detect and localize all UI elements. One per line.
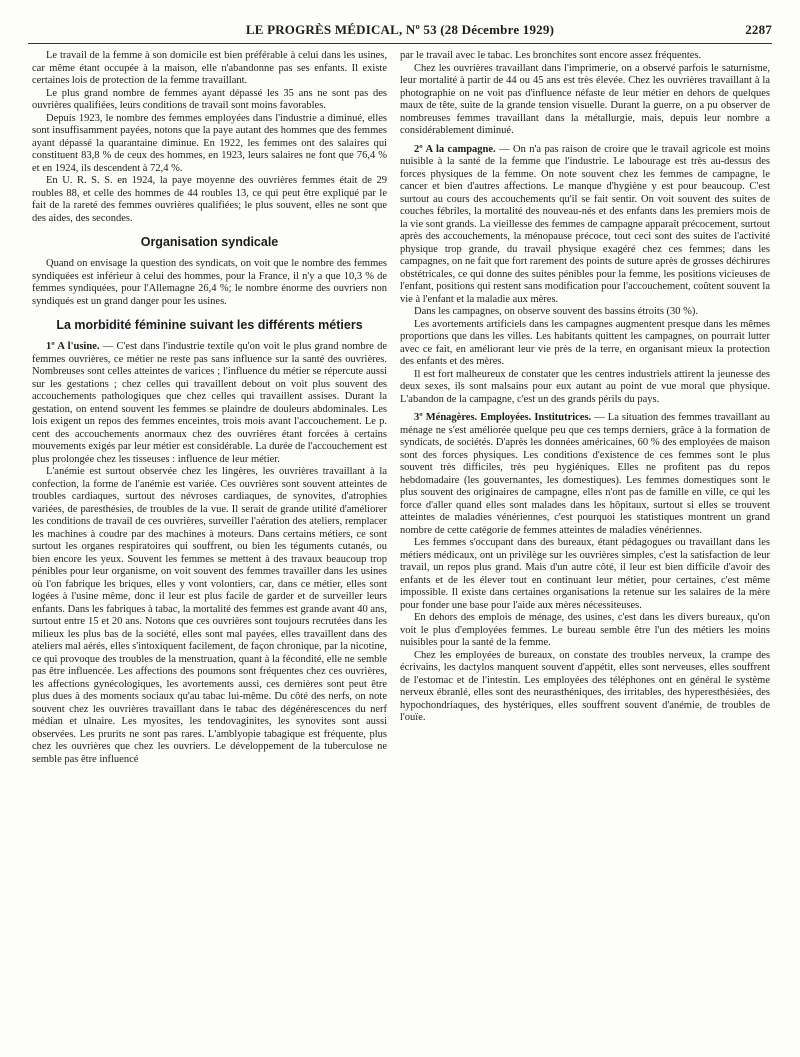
paragraph: Les femmes s'occupant dans des bureaux, étant pédagogues ou travaillant dans les métiers médicaux, ont un privilège sur les ouvrières simples, c'est la satisfaction de leur travail, un repos plus grand. Mais d'un autre côté, il leur est bien difficile d'avoir des enfants et de les élever tout en continuant leur métier, pour certaines, c'est même impossible. Il existe dans certaines organisations la retenue sur les salaires de la mère pour fonder une base pour l'aide aux mères nécessiteuses.: [400, 537, 770, 611]
paragraph-text: — On n'a pas raison de croire que le travail agricole est moins nuisible à la santé de la femme que l'industrie. Le labourage est très au-dessus des forces physiques de la femme. On note souvent chez les femmes de campagne, le cancer et bien d'autres affections. Le manque d'hygiène y est pour beaucoup. C'est surtout au cours des accouchements qu'il se fait sentir. On voit souvent des suites de couches fébriles, la mortalité des nouveau-nés et des enfants dans les premiers mois de la vie sont grands. La vieillesse des femmes de campagne apparaît précocement, surtout après des accouchements, la ménopause précoce, tout ceci sont des suites de l'activité physique trop grande, du travail physique exagéré chez ces femmes; dans les campagnes, on ne fait que fort rarement des points de suture après de grosses déchirures obstétricales, ce qui donne des suites pénibles pour la femme, les positions vicieuses de l'enfant, positions qui restent sans modification pour l'accouchement, coûtent souvent la vie à l'enfant et la maladie aux mères.: [400, 143, 770, 305]
paragraph: Les avortements artificiels dans les campagnes augmentent presque dans les mêmes proportions que dans les villes. Les habitants quittent les campagnes, on pourrait lutter avec ce fait, en améliorant leur vie près de la terre, en organisant mieux la protection des enfants et des mères.: [400, 318, 770, 367]
paragraph: Il est fort malheureux de constater que les centres industriels attirent la jeunesse des deux sexes, ils sont malsains pour eux autant au point de vue moral que physique. L'abandon de la campagne, c'est un des grands périls du pays.: [400, 368, 770, 405]
paragraph: [400, 412, 770, 537]
paragraph: Chez les employées de bureaux, on constate des troubles nerveux, la crampe des écrivains, les dactylos manquent souvent d'appétit, elles sont nerveuses, elles souffrent de l'estomac et de l'intestin. Les employées des téléphones ont en général le système nerveux ébranlé, elles sont des neurasthéniques, des irritables, des hyperesthésiées, des hypochondriaques, des hystériques, elles souffrent souvent d'anémie, de troubles de l'ouïe.: [400, 649, 770, 723]
paragraph: [400, 144, 770, 307]
subsection-lead: 3º Ménagères. Employées. Institutrices.: [414, 412, 592, 423]
subsection-lead: 2º A la campagne.: [414, 143, 496, 155]
paragraph: L'anémie est surtout observée chez les lingères, les ouvrières travaillant à la confection, la forme de l'anémie est variée. Ces ouvrières sont souvent atteintes de troubles cardiaques, surtout des névroses cardiaques, de synovites, d'atrophies variées, de paresthésies, de troubles de la vue. Il serait de grande utilité d'améliorer les conditions de travail de ces ouvrières, surveiller l'aération des ateliers, remplacer les machines à coudre par des machines à moteurs. Dans certains métiers, ce sont surtout les organes respiratoires qui souffrent, ou bien les téguments cutanés, ou bien encore les yeux. Souvent les femmes se mettent à des travaux beaucoup trop pénibles pour leur organisme, on voit souvent des femmes travailler dans les usines où l'on fabrique les briques, elles y vont volontiers, car, dans ce métier, elles sont logées à l'usine même, donc il leur est plus facile de garder et de surveiller leurs enfants. Dans les fabriques à tabac, la mortalité des femmes est grande avant 40 ans, surtout entre 15 et 20 ans. Notons que ces ouvrières sont toujours recrutées dans les milieux les plus bas de la société, elles sont mal payées, elles travaillent dans des ateliers mal aérés, elles s'intoxiquent facilement, de façon chronique, par la nicotine, ce qui provoque des troubles de la menstruation, quant à la fécondité, elle ne semble pas être influencée. Les affections des poumons sont fréquentes chez ces ouvrières, les affections gynécologiques, les avortements aussi, ces dernières sont peut être plus dues à des moments sociaux qu'au tabac lui-même. Du côté des nerfs, on note souvent chez les ouvrières travaillant dans le tabac des dégénérescences du nerf médian et ulnaire. Les myosites, les tendovaginites, les synovites sont aussi observées. Les prurits ne sont pas rares. L'amblyopie tabagique est fréquente, plus chez les ouvrières que chez les ouvriers. Le développement de la tuberculose ne semble pas être influencé: [32, 466, 387, 765]
section-heading-syndicale: Organisation syndicale: [140, 235, 279, 249]
paragraph: [32, 341, 387, 466]
paragraph: par le travail avec le tabac. Les bronchites sont encore assez fréquentes.: [400, 50, 702, 61]
page-number: 2287: [745, 22, 772, 37]
paragraph-text: — C'est dans l'industrie textile qu'on voit le plus grand nombre de femmes ouvrières, ce métier ne reste pas sans influence sur la santé des ouvrières. Nombreuses sont celles atteintes de varices ; l'influence du métier se répercute aussi sur les gestations ; chez celles qui travaillent debout on voit plus souvent des accouchements pathologiques que chez celles qui travaillent assises. Durant la gestation, on entend souvent les femmes se plaindre de douleurs abdominales. Les lois exigent un repos des femmes enceintes, trois mois avant l'accouchement. Le p. cent des accouchements anormaux chez des ouvrières étant forcées à certains mouvements exigés par leur métier est considérable. La durée de l'accouchement est plus prolongée chez les tisseuses : influence de leur métier.: [32, 341, 387, 465]
paragraph: Quand on envisage la question des syndicats, on voit que le nombre des femmes syndiquées est inférieur à celui des hommes, pour la France, il n'y a que 10,3 % de femmes syndiquées, pour l'Allemagne 26,4 %; le nombre énorme des ouvriers non syndiqués est un grand danger pour les usines.: [32, 258, 387, 307]
section-heading-morbidite: La morbidité féminine suivant les différents métiers: [56, 318, 363, 332]
paragraph: Le travail de la femme à son domicile est bien préférable à celui dans les usines, car même étant occupée à la maison, elle n'abandonne pas ses enfants. Il existe certaines lois de protection de la femme travaillant.: [32, 50, 387, 86]
running-header: [28, 20, 772, 40]
subsection-lead: 1º A l'usine.: [46, 341, 100, 352]
paragraph: Depuis 1923, le nombre des femmes employées dans l'industrie a diminué, elles sont insuffisamment payées, notons que la paye autant des hommes que des femmes ayant dépassé la quarantaine diminue. En 1922, les femmes ont des salaires qui constituent 83,8 % de ceux des hommes, en 1923, leurs salaires ne font que 76,4 % et en 1924, ils descendent à 72,4 %.: [32, 112, 387, 174]
paragraph-text: — La situation des femmes travaillant au ménage ne s'est améliorée quelque peu que ces temps derniers, grâce à la formation de syndicats, de sociétés. D'après les données américaines, 60 % des employées de maison sont des forces physiques. Les conditions d'existence de ces femmes sont le plus souvent très difficiles, très peu hygiéniques. Elles ne profitent pas du repos hebdomadaire (les gouvernantes, les domestiques). Les femmes domestiques sont le plus souvent des originaires de campagne, elles n'ont pas de famille en ville, ce qui les force d'aller quand elles sont malades dans les hôpitaux, surtout si elles se trouvent atteintes de maladies vénériennes, c'est pourquoi les statistiques montrent un grand nombre de cette catégorie de femmes atteintes de maladies vénériennes.: [400, 412, 770, 536]
paragraph: En U. R. S. S. en 1924, la paye moyenne des ouvrières femmes était de 29 roubles 88, et celle des hommes de 44 roubles 13, ce qui peut être expliqué par le fait de la rareté des femmes ouvrières qualifiées; le plus souvent, elles ne sont que des aides, des secondes.: [32, 175, 387, 224]
journal-title: LE PROGRÈS MÉDICAL, Nº 53 (28 Décembre 1929): [245, 22, 555, 37]
header-rule: [28, 43, 772, 44]
right-column: [400, 50, 770, 725]
paragraph: Le plus grand nombre de femmes ayant dépassé les 35 ans ne sont pas des ouvrières qualifiées, leurs conditions de travail sont moins favorables.: [32, 87, 387, 111]
paragraph: Dans les campagnes, on observe souvent des bassins étroits (30 %).: [414, 306, 699, 317]
paragraph: En dehors des emplois de ménage, des usines, c'est dans les divers bureaux, qu'on voit le plus d'employées femmes. Le bureau semble être l'un des métiers les moins nuisibles pour la santé de la femme.: [400, 612, 770, 648]
paragraph: Chez les ouvrières travaillant dans l'imprimerie, on a observé parfois le saturnisme, leur mortalité à partir de 44 ou 45 ans est très élevée. Chez les ouvrières travaillant à la photographie on ne voit pas d'influence néfaste de leur métier en dehors de quelques maux de tête, suite de la grande tension visuelle. Durant la guerre, on a pu observer de nombreuses femmes travaillant dans la métallurgie, mais, depuis leur nombre a considérablement diminué.: [400, 62, 770, 136]
left-column: [32, 50, 387, 766]
